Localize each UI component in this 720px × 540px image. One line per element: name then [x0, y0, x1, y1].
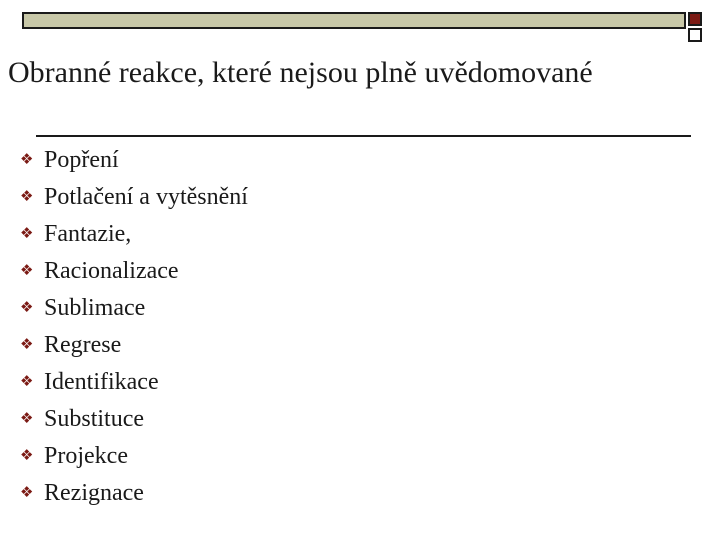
slide-title: Obranné reakce, které nejsou plně uvědomované — [8, 56, 593, 89]
list-item — [20, 252, 248, 289]
list-item — [20, 363, 248, 400]
decorative-top-bar — [22, 12, 686, 29]
diamond-checkmark-bullet-icon: ❖ — [20, 446, 34, 464]
diamond-checkmark-bullet-icon: ❖ — [20, 483, 34, 501]
bullet-list — [20, 141, 248, 511]
diamond-checkmark-bullet-icon: ❖ — [20, 261, 34, 279]
list-item-label: Projekce — [44, 442, 128, 469]
title-underline-divider — [36, 135, 691, 137]
list-item-label: Popření — [44, 146, 119, 173]
list-item — [20, 474, 248, 511]
list-item-label: Rezignace — [44, 479, 144, 506]
diamond-checkmark-bullet-icon: ❖ — [20, 372, 34, 390]
diamond-checkmark-bullet-icon: ❖ — [20, 224, 34, 242]
list-item-label: Racionalizace — [44, 257, 179, 284]
diamond-checkmark-bullet-icon: ❖ — [20, 298, 34, 316]
decorative-corner-square-filled — [688, 12, 702, 26]
diamond-checkmark-bullet-icon: ❖ — [20, 187, 34, 205]
list-item-label: Identifikace — [44, 368, 159, 395]
diamond-checkmark-bullet-icon: ❖ — [20, 150, 34, 168]
list-item-label: Regrese — [44, 331, 122, 358]
list-item — [20, 289, 248, 326]
diamond-checkmark-bullet-icon: ❖ — [20, 335, 34, 353]
list-item-label: Substituce — [44, 405, 144, 432]
list-item — [20, 326, 248, 363]
list-item — [20, 400, 248, 437]
list-item — [20, 141, 248, 178]
list-item-label: Fantazie, — [44, 220, 132, 247]
diamond-checkmark-bullet-icon: ❖ — [20, 409, 34, 427]
list-item-label: Potlačení a vytěsnění — [44, 183, 248, 210]
decorative-corner-square-outline — [688, 28, 702, 42]
list-item-label: Sublimace — [44, 294, 146, 321]
list-item — [20, 215, 248, 252]
list-item — [20, 437, 248, 474]
list-item — [20, 178, 248, 215]
